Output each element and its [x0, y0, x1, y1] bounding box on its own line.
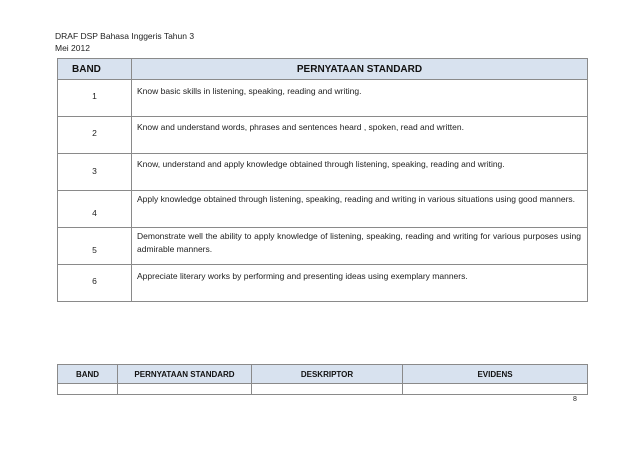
table-row: [58, 80, 588, 117]
document-header-date: Mei 2012: [55, 43, 90, 53]
band-number: 2: [58, 117, 132, 154]
band-statement: Know, understand and apply knowledge obtained through listening, speaking, reading and writing.: [132, 154, 588, 191]
statement-column-header: PERNYATAAN STANDARD: [118, 365, 252, 384]
statement-column-header: PERNYATAAN STANDARD: [132, 59, 588, 80]
empty-cell: [403, 384, 588, 395]
band-number: 1: [58, 80, 132, 117]
band-standard-table: [57, 58, 588, 302]
band-column-header: BAND: [58, 365, 118, 384]
band-statement: Appreciate literary works by performing and presenting ideas using exemplary manners.: [132, 265, 588, 302]
band-number: 5: [58, 228, 132, 265]
table-row: [58, 117, 588, 154]
table-row: [58, 384, 588, 395]
band-statement: Apply knowledge obtained through listening, speaking, reading and writing in various situations using good manners.: [132, 191, 588, 228]
document-header-title: DRAF DSP Bahasa Inggeris Tahun 3: [55, 31, 195, 41]
band-statement: Know basic skills in listening, speaking, reading and writing.: [132, 80, 588, 117]
table-row: [58, 191, 588, 228]
table-header-row: [58, 59, 588, 80]
table-row: [58, 228, 588, 265]
evidence-column-header: EVIDENS: [403, 365, 588, 384]
empty-cell: [58, 384, 118, 395]
page-number: 8: [573, 396, 577, 403]
descriptor-table: [57, 364, 588, 395]
band-number: 3: [58, 154, 132, 191]
table-row: [58, 154, 588, 191]
table-row: [58, 265, 588, 302]
descriptor-column-header: DESKRIPTOR: [252, 365, 403, 384]
table-header-row: [58, 365, 588, 384]
empty-cell: [252, 384, 403, 395]
band-number: 6: [58, 265, 132, 302]
band-number: 4: [58, 191, 132, 228]
band-column-header: BAND: [58, 59, 132, 80]
empty-cell: [118, 384, 252, 395]
band-statement: Demonstrate well the ability to apply knowledge of listening, speaking, reading and writing for various purposes using admirable manners.: [132, 228, 588, 265]
band-statement: Know and understand words, phrases and sentences heard , spoken, read and written.: [132, 117, 588, 154]
